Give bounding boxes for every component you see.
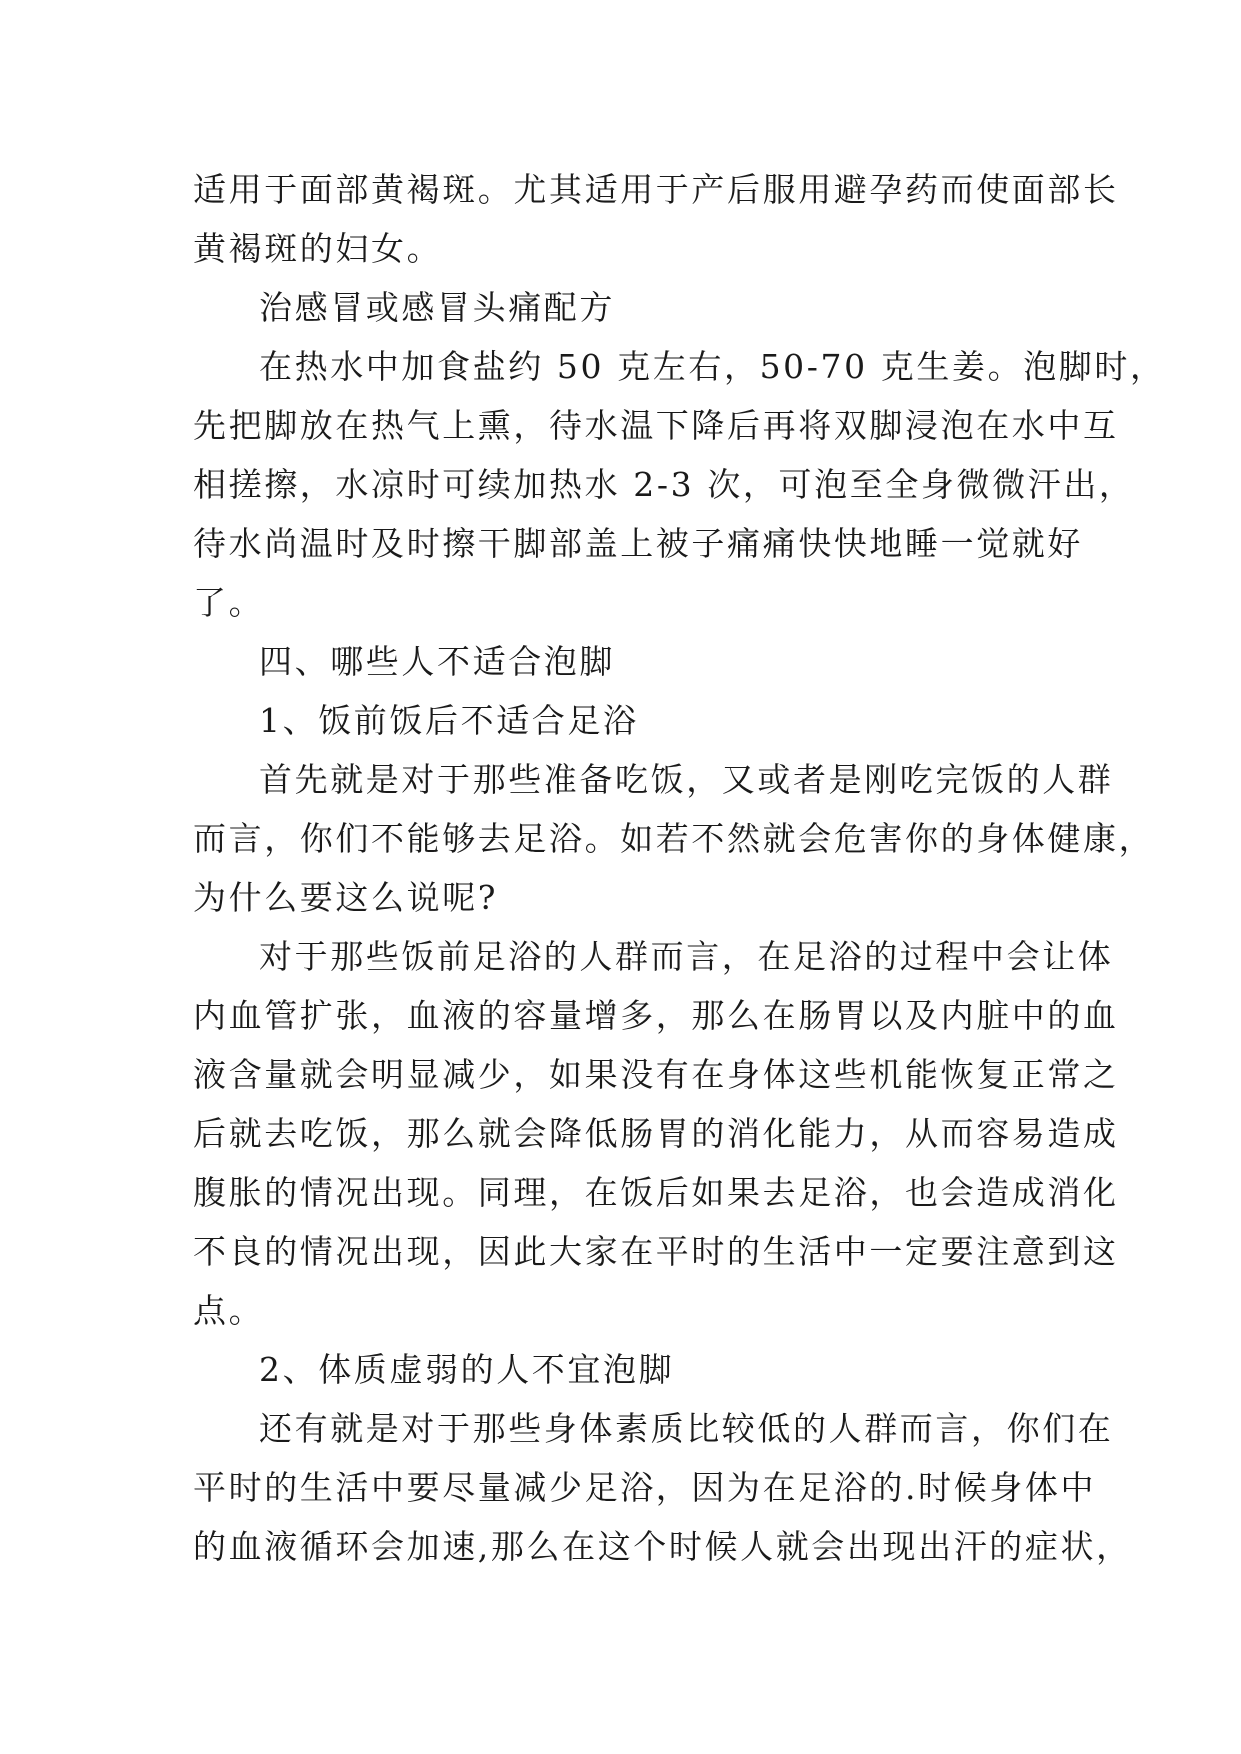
paragraph	[193, 927, 1119, 1340]
text-line: 先把脚放在热气上熏，待水温下降后再将双脚浸泡在水中互	[193, 406, 1119, 445]
section-heading	[193, 632, 1055, 691]
text-line: 的血液循环会加速,那么在这个时候人就会出现出汗的症状，	[193, 1527, 1132, 1566]
text-line: 内血管扩张，血液的容量增多，那么在肠胃以及内脏中的血	[193, 996, 1119, 1035]
text-line: 而言，你们不能够去足浴。如若不然就会危害你的身体健康，	[193, 819, 1155, 858]
heading-text: 2、体质虚弱的人不宜泡脚	[259, 1350, 675, 1389]
paragraph	[193, 750, 1155, 927]
heading-text: 治感冒或感冒头痛配方	[259, 288, 615, 327]
text-line: 还有就是对于那些身体素质比较低的人群而言，你们在	[259, 1409, 1114, 1448]
heading-text: 1、饭前饭后不适合足浴	[259, 701, 639, 740]
section-heading	[193, 278, 1055, 337]
text-line: 适用于面部黄褐斑。尤其适用于产后服用避孕药而使面部长	[193, 170, 1119, 209]
text-line: 腹胀的情况出现。同理，在饭后如果去足浴，也会造成消化	[193, 1173, 1119, 1212]
text-line: 液含量就会明显减少，如果没有在身体这些机能恢复正常之	[193, 1055, 1119, 1094]
paragraph	[193, 160, 1119, 278]
text-line: 对于那些饭前足浴的人群而言，在足浴的过程中会让体	[259, 937, 1114, 976]
subsection-heading	[193, 1340, 1055, 1399]
heading-text: 四、哪些人不适合泡脚	[259, 642, 615, 681]
paragraph	[193, 337, 1166, 632]
text-line: 为什么要这么说呢?	[193, 878, 499, 917]
subsection-heading	[193, 691, 1055, 750]
text-line: 在热水中加食盐约 50 克左右，50-70 克生姜。泡脚时，	[259, 347, 1166, 386]
text-line: 了。	[193, 583, 265, 622]
document-body	[193, 160, 1166, 1576]
text-line: 首先就是对于那些准备吃饭，又或者是刚吃完饭的人群	[259, 760, 1114, 799]
text-line: 相搓擦，水凉时可续加热水 2-3 次，可泡至全身微微汗出，	[193, 465, 1135, 504]
text-line: 待水尚温时及时擦干脚部盖上被子痛痛快快地睡一觉就好	[193, 524, 1083, 563]
text-line: 后就去吃饭，那么就会降低肠胃的消化能力，从而容易造成	[193, 1114, 1119, 1153]
paragraph	[193, 1399, 1132, 1576]
text-line: 点。	[193, 1291, 265, 1330]
text-line: 不良的情况出现，因此大家在平时的生活中一定要注意到这	[193, 1232, 1119, 1271]
text-line: 黄褐斑的妇女。	[193, 229, 443, 268]
text-line: 平时的生活中要尽量减少足浴，因为在足浴的.时候身体中	[193, 1468, 1097, 1507]
